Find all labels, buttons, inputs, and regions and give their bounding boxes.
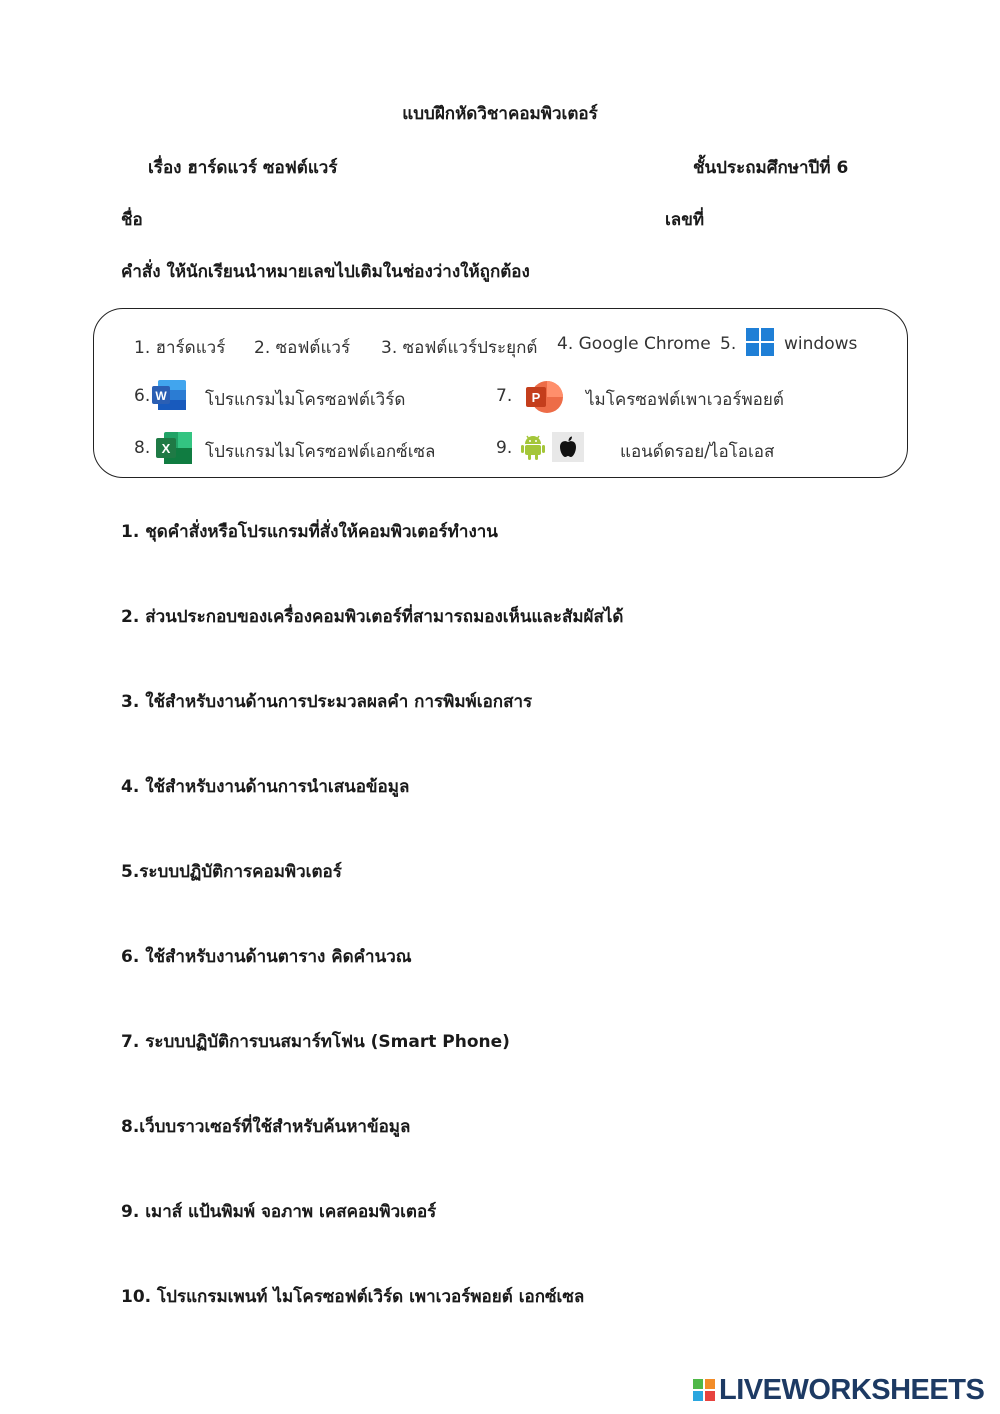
instruction: คำสั่ง ให้นักเรียนนำหมายเลขไปเติมในช่องว่างให้ถูกต้อง	[121, 262, 530, 282]
liveworksheets-watermark	[693, 1373, 984, 1407]
question-4: 4. ใช้สำหรับงานด้านการนำเสนอข้อมูล	[121, 777, 410, 797]
liveworksheets-logo-icon	[693, 1379, 715, 1401]
option-3: 3. ซอฟต์แวร์ประยุกต์	[381, 338, 538, 358]
question-2: 2. ส่วนประกอบของเครื่องคอมพิวเตอร์ที่สามารถมองเห็นและสัมผัสได้	[121, 607, 624, 627]
topic-label: เรื่อง ฮาร์ดแวร์ ซอฟต์แวร์	[148, 158, 338, 178]
option-6-number: 6.	[134, 386, 151, 406]
word-icon-letter: W	[155, 389, 167, 403]
name-label: ชื่อ	[121, 210, 143, 230]
android-icon	[520, 433, 546, 461]
question-3: 3. ใช้สำหรับงานด้านการประมวลผลคำ การพิมพ์เอกสาร	[121, 692, 533, 712]
apple-icon	[552, 432, 584, 462]
option-1: 1. ฮาร์ดแวร์	[134, 338, 226, 358]
powerpoint-icon	[524, 380, 564, 414]
windows-icon	[746, 328, 774, 356]
option-9-number: 9.	[496, 438, 513, 458]
powerpoint-icon-letter: P	[531, 390, 541, 405]
excel-icon-letter: X	[161, 441, 171, 456]
question-10: 10. โปรแกรมเพนท์ ไมโครซอฟต์เวิร์ด เพาเวอร์พอยต์ เอกซ์เซล	[121, 1287, 585, 1307]
option-2: 2. ซอฟต์แวร์	[254, 338, 351, 358]
option-9-label: แอนด์ดรอย/ไอโอเอส	[620, 442, 775, 462]
question-5: 5.ระบบปฏิบัติการคอมพิวเตอร์	[121, 862, 342, 882]
option-4: 4. Google Chrome	[557, 334, 711, 354]
liveworksheets-text: LIVEWORKSHEETS	[719, 1373, 985, 1406]
grade-label: ชั้นประถมศึกษาปีที่ 6	[693, 158, 849, 178]
word-icon	[152, 380, 186, 410]
number-label: เลขที่	[665, 210, 705, 230]
option-7-label: ไมโครซอฟต์เพาเวอร์พอยต์	[586, 390, 784, 410]
question-6: 6. ใช้สำหรับงานด้านตาราง คิดคำนวณ	[121, 947, 412, 967]
worksheet-title: แบบฝึกหัดวิชาคอมพิวเตอร์	[402, 104, 598, 124]
question-1: 1. ชุดคำสั่งหรือโปรแกรมที่สั่งให้คอมพิวเตอร์ทำงาน	[121, 522, 498, 542]
option-7-number: 7.	[496, 386, 513, 406]
option-5-number: 5.	[720, 334, 737, 354]
option-6-label: โปรแกรมไมโครซอฟต์เวิร์ด	[205, 390, 406, 410]
question-7: 7. ระบบปฏิบัติการบนสมาร์ทโฟน (Smart Phone)	[121, 1032, 510, 1052]
option-8-label: โปรแกรมไมโครซอฟต์เอกซ์เซล	[205, 442, 436, 462]
question-9: 9. เมาส์ แป้นพิมพ์ จอภาพ เคสคอมพิวเตอร์	[121, 1202, 437, 1222]
option-8-number: 8.	[134, 438, 151, 458]
option-5-label: windows	[784, 334, 858, 354]
question-8: 8.เว็บบราวเซอร์ที่ใช้สำหรับค้นหาข้อมูล	[121, 1117, 411, 1137]
excel-icon	[156, 432, 192, 464]
